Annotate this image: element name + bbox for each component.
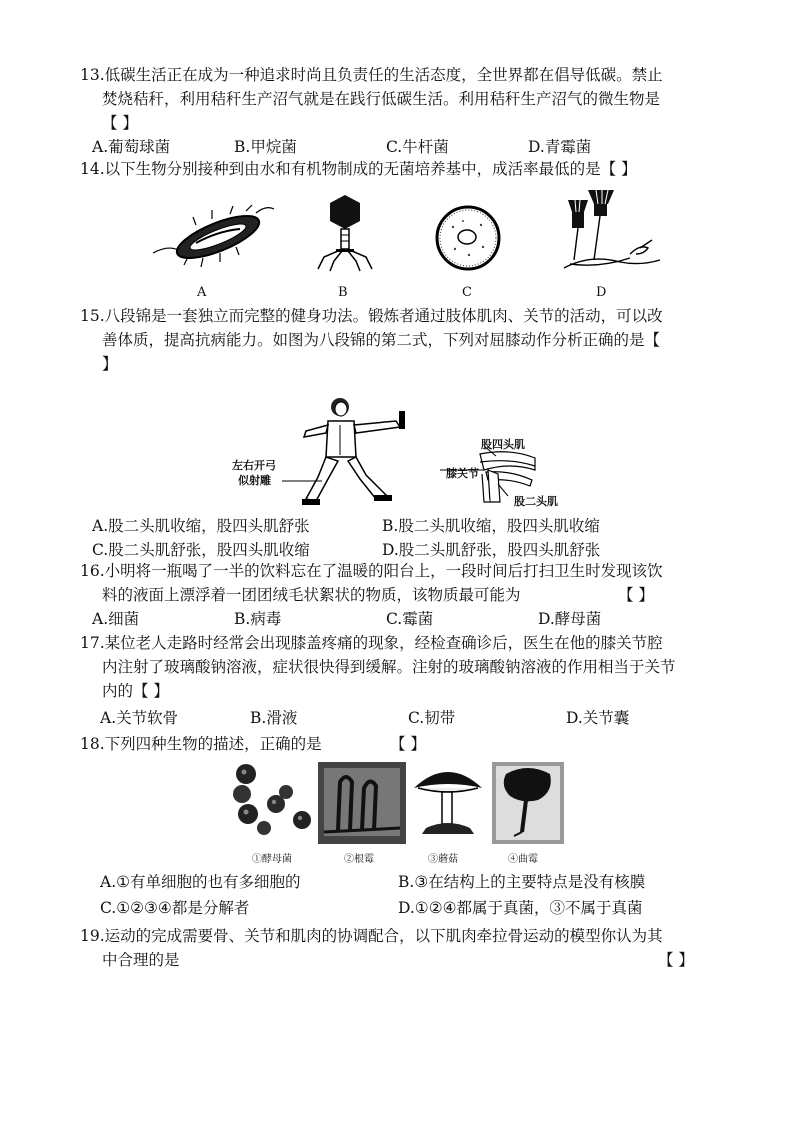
q15-option-d[interactable]: D.股二头肌舒张，股四头肌舒张 xyxy=(382,541,601,559)
q18-bracket: 【 】 xyxy=(390,735,426,753)
q15-line1: 15.八段锦是一套独立而完整的健身功法。锻炼者通过肢体肌肉、关节的活动，可以改 xyxy=(80,307,663,325)
q17-line3: 内的【 】 xyxy=(102,682,169,700)
q13-option-a[interactable]: A.葡萄球菌 xyxy=(92,138,171,156)
q16-line1: 16.小明将一瓶喝了一半的饮料忘在了温暖的阳台上，一段时间后打扫卫生时发现该饮 xyxy=(80,562,663,580)
caption-yeast: ①酵母菌 xyxy=(252,854,292,865)
question-19 xyxy=(80,924,720,972)
q18-option-c[interactable]: C.①②③④都是分解者 xyxy=(100,899,250,917)
q15-line2: 善体质，提高抗病能力。如图为八段锦的第二式，下列对屈膝动作分析正确的是【 xyxy=(102,331,661,349)
q14-label-a: A xyxy=(197,285,207,300)
q16-line2: 料的液面上漂浮着一团团绒毛状絮状的物质，该物质最可能为 xyxy=(102,586,521,604)
q17-option-d[interactable]: D.关节囊 xyxy=(566,709,630,727)
q15-line3: 】 xyxy=(102,355,118,373)
question-14 xyxy=(80,157,720,181)
q13-option-b[interactable]: B.甲烷菌 xyxy=(234,138,297,156)
mushroom-image xyxy=(408,762,488,844)
q17-line1: 17.某位老人走路时经常会出现膝盖疼痛的现象，经检查确诊后，医生在他的膝关节腔 xyxy=(80,634,663,652)
fig-label-knee: 膝关节 xyxy=(446,467,479,480)
q13-option-d[interactable]: D.青霉菌 xyxy=(528,138,592,156)
yeast-image xyxy=(228,762,318,844)
rhizopus-image xyxy=(318,762,406,844)
q16-option-d[interactable]: D.酵母菌 xyxy=(538,610,602,628)
fig-label-left-1: 左右开弓 xyxy=(232,459,276,472)
q13-line2: 焚烧秸秆，利用秸秆生产沼气就是在践行低碳生活。利用秸秆生产沼气的微生物是 xyxy=(102,90,661,108)
q16-option-c[interactable]: C.霉菌 xyxy=(386,610,434,628)
q18-option-a[interactable]: A.①有单细胞的也有多细胞的 xyxy=(100,873,301,891)
caption-mushroom: ③蘑菇 xyxy=(428,854,458,865)
q18-option-b[interactable]: B.③在结构上的主要特点是没有核膜 xyxy=(398,873,646,891)
q15-option-a[interactable]: A.股二头肌收缩，股四头肌舒张 xyxy=(92,517,310,535)
q14-line1: 14.以下生物分别接种到由水和有机物制成的无菌培养基中，成活率最低的是【 】 xyxy=(80,160,637,178)
q18-option-d[interactable]: D.①②④都属于真菌，③不属于真菌 xyxy=(398,899,643,917)
aspergillus-image xyxy=(492,762,564,844)
yeast-cell-image xyxy=(433,203,503,273)
q19-bracket: 【 】 xyxy=(658,951,694,969)
q13-line1: 13.低碳生活正在成为一种追求时尚且负责任的生活态度，全世界都在倡导低碳。禁止 xyxy=(80,66,663,84)
q16-option-b[interactable]: B.病毒 xyxy=(234,610,282,628)
question-13 xyxy=(80,63,720,135)
q19-line1: 19.运动的完成需要骨、关节和肌肉的协调配合，以下肌肉牵拉骨运动的模型你认为其 xyxy=(80,927,663,945)
q14-label-c: C xyxy=(462,285,472,300)
question-17 xyxy=(80,631,720,703)
q14-label-d: D xyxy=(596,285,607,300)
q15-option-c[interactable]: C.股二头肌舒张，股四头肌收缩 xyxy=(92,541,310,559)
fig-label-left-2: 似射雕 xyxy=(238,474,271,487)
caption-aspergillus: ④曲霉 xyxy=(508,854,538,865)
q15-option-b[interactable]: B.股二头肌收缩，股四头肌收缩 xyxy=(382,517,600,535)
q17-option-a[interactable]: A.关节软骨 xyxy=(100,709,179,727)
q13-option-c[interactable]: C.牛杆菌 xyxy=(386,138,449,156)
q14-label-b: B xyxy=(338,285,348,300)
baduanjin-figure-image xyxy=(300,395,430,510)
mold-image xyxy=(560,188,670,273)
q17-option-b[interactable]: B.滑液 xyxy=(250,709,298,727)
bacteriophage-image xyxy=(310,193,380,273)
q16-option-a[interactable]: A.细菌 xyxy=(92,610,140,628)
q17-line2: 内注射了玻璃酸钠溶液，症状很快得到缓解。注射的玻璃酸钠溶液的作用相当于关节 xyxy=(102,658,676,676)
q16-bracket: 【 】 xyxy=(618,586,654,604)
pointer-line xyxy=(282,478,322,484)
caption-rhizopus: ②根霉 xyxy=(344,854,374,865)
q17-option-c[interactable]: C.韧带 xyxy=(408,709,456,727)
q13-bracket: 【 】 xyxy=(102,114,138,132)
fig-label-biceps: 股二头肌 xyxy=(514,495,558,508)
q18-line1: 18.下列四种生物的描述，正确的是 xyxy=(80,735,322,753)
question-15 xyxy=(80,304,720,376)
bacterium-image xyxy=(148,195,278,275)
fig-label-quadriceps: 股四头肌 xyxy=(481,438,525,451)
q19-line2: 中合理的是 xyxy=(102,951,180,969)
